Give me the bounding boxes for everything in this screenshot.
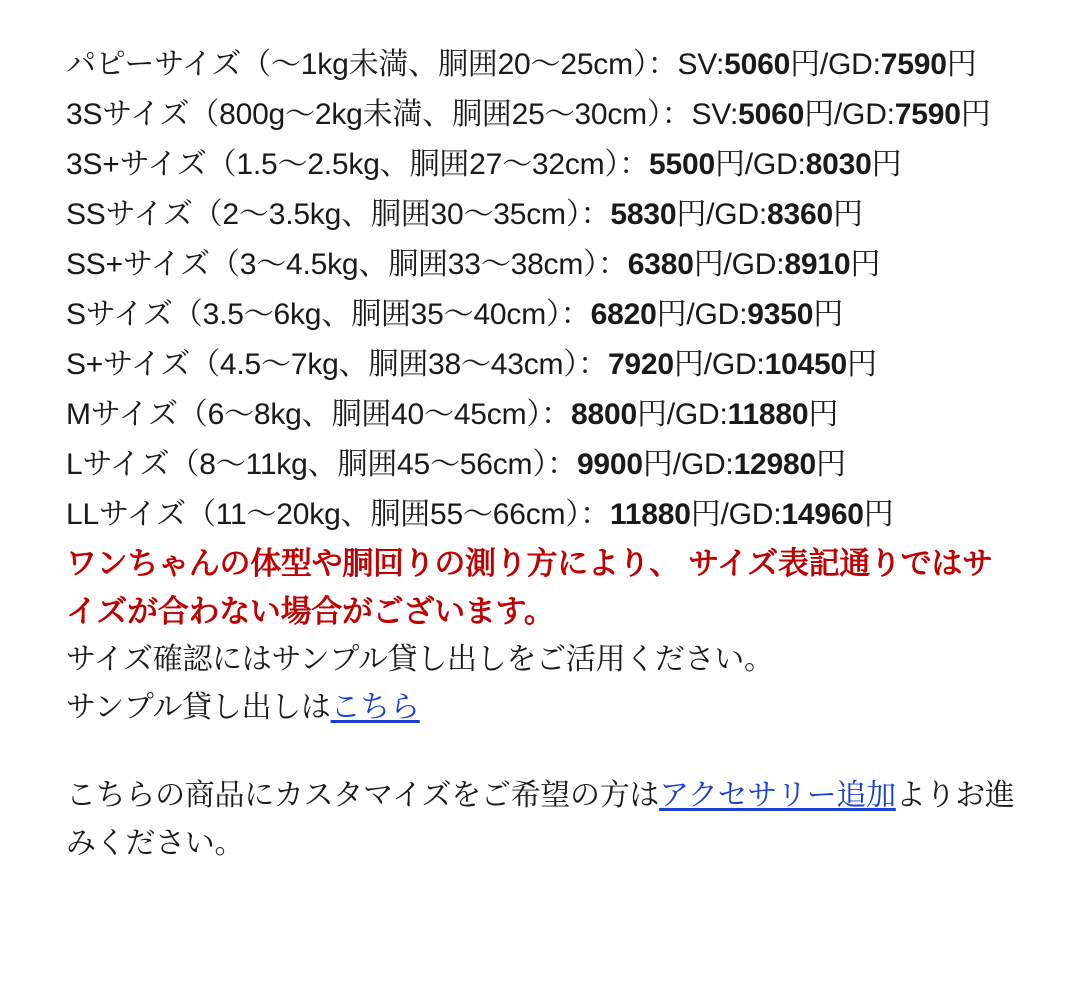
size-price-separator: 円/GD: xyxy=(673,348,765,381)
size-price-sv: 8800 xyxy=(570,398,637,431)
size-price-gd: 10450 xyxy=(764,348,847,381)
size-label: Sサイズ（3.5〜6kg、胴囲35〜40cm）： xyxy=(66,298,591,331)
size-price-gd: 12980 xyxy=(733,448,816,481)
size-price-unit: 円 xyxy=(871,148,902,181)
size-price-unit: 円 xyxy=(833,198,863,231)
size-price-sv: 6380 xyxy=(627,248,694,281)
size-price-separator: 円/GD: xyxy=(676,198,768,231)
size-price-unit: 円 xyxy=(813,298,844,331)
list-item xyxy=(66,240,1020,290)
size-price-sv: 11880 xyxy=(609,498,691,531)
size-price-separator: 円/GD: xyxy=(642,448,734,481)
size-price-separator: 円/GD: xyxy=(693,248,785,281)
size-price-unit: 円 xyxy=(847,348,877,381)
customize-line xyxy=(66,772,1020,868)
size-label: Mサイズ（6〜8kg、胴囲40〜45cm）： xyxy=(66,398,571,431)
size-price-sv: 9900 xyxy=(576,448,643,481)
size-price-sv: 7920 xyxy=(607,348,674,381)
size-price-separator: 円/GD: xyxy=(804,98,895,131)
size-price-gd: 11880 xyxy=(727,398,809,431)
size-price-gd: 7590 xyxy=(880,48,947,81)
list-item xyxy=(66,340,1020,390)
sample-loan-link[interactable]: こちら xyxy=(330,691,420,724)
sample-loan-lead: サンプル貸し出しは xyxy=(66,691,331,724)
size-price-unit: 円 xyxy=(946,48,977,81)
size-label: 3S+サイズ（1.5〜2.5kg、胴囲27〜32cm）： xyxy=(66,148,650,181)
size-label: 3Sサイズ（800g〜2kg未満、胴囲25〜30cm）：SV: xyxy=(66,98,739,131)
size-label: SS+サイズ（3〜4.5kg、胴囲33〜38cm）： xyxy=(66,248,628,281)
list-item xyxy=(66,490,1020,540)
size-price-sv: 5500 xyxy=(649,148,715,181)
size-label: SSサイズ（2〜3.5kg、胴囲30〜35cm）： xyxy=(66,198,611,231)
size-label: パピーサイズ（〜1kg未満、胴囲20〜25cm）：SV: xyxy=(66,48,725,81)
size-price-gd: 8910 xyxy=(784,248,851,281)
list-item xyxy=(66,90,1020,140)
size-warning-notice: ワンちゃんの体型や胴回りの測り方により、 サイズ表記通りではサイズが合わない場合がございます。 xyxy=(66,546,993,629)
size-price-separator: 円/GD: xyxy=(656,298,748,331)
size-price-separator: 円/GD: xyxy=(715,148,806,181)
size-label: Lサイズ（8〜11kg、胴囲45〜56cm）： xyxy=(66,448,577,481)
size-price-separator: 円/GD: xyxy=(690,498,782,531)
size-price-gd: 14960 xyxy=(781,498,864,531)
sample-loan-info: サイズ確認にはサンプル貸し出しをご活用ください。 xyxy=(66,643,774,676)
size-price-sv: 5060 xyxy=(724,48,791,81)
size-price-gd: 8360 xyxy=(767,198,833,231)
size-label: LLサイズ（11〜20kg、胴囲55〜66cm）： xyxy=(66,498,610,531)
size-price-unit: 円 xyxy=(850,248,881,281)
size-price-sv: 5830 xyxy=(610,198,677,231)
size-price-unit: 円 xyxy=(960,98,991,131)
size-price-list xyxy=(66,40,1020,540)
customize-tail: よりお進みください。 xyxy=(66,779,1015,860)
accessory-add-link[interactable]: アクセサリー追加 xyxy=(659,779,896,812)
size-price-sv: 5060 xyxy=(738,98,805,131)
list-item xyxy=(66,190,1020,240)
list-item xyxy=(66,440,1020,490)
size-price-separator: 円/GD: xyxy=(790,48,881,81)
size-price-unit: 円 xyxy=(808,398,839,431)
list-item xyxy=(66,290,1020,340)
size-price-sv: 6820 xyxy=(590,298,657,331)
list-item xyxy=(66,40,1020,90)
size-price-unit: 円 xyxy=(863,498,894,531)
size-price-gd: 9350 xyxy=(747,298,814,331)
list-item xyxy=(66,140,1020,190)
size-label: S+サイズ（4.5〜7kg、胴囲38〜43cm）： xyxy=(66,348,608,381)
size-price-separator: 円/GD: xyxy=(636,398,728,431)
customize-lead: こちらの商品にカスタマイズをご希望の方は xyxy=(66,779,660,812)
list-item xyxy=(66,390,1020,440)
size-price-gd: 7590 xyxy=(894,98,961,131)
size-price-unit: 円 xyxy=(816,448,846,481)
sample-loan-line xyxy=(66,684,1020,732)
size-price-gd: 8030 xyxy=(805,148,872,181)
